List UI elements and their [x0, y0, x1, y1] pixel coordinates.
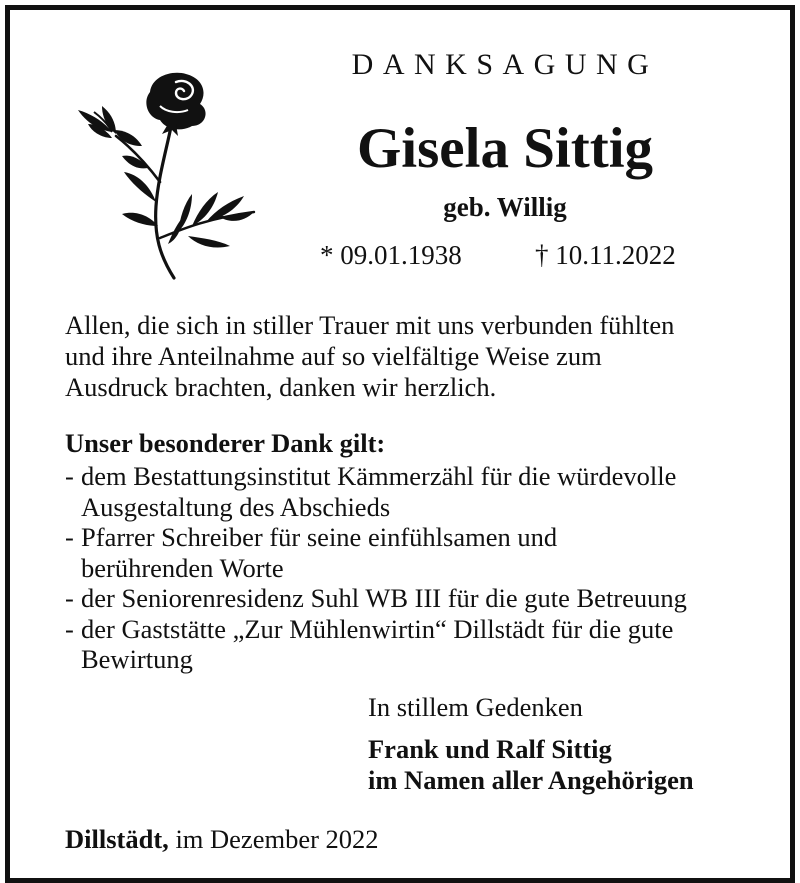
signatory-line: im Namen aller Angehörigen: [368, 765, 694, 795]
thanks-item: [65, 522, 765, 583]
place-date: [65, 824, 379, 855]
signatories: [368, 734, 694, 796]
birth-date: * 09.01.1938: [320, 240, 462, 270]
intro-line: und ihre Anteilnahme auf so vielfältige Weise zum: [65, 341, 602, 371]
thanks-item-line: Bewirtung: [81, 644, 193, 674]
death-date: † 10.11.2022: [535, 240, 676, 270]
signatory-line: Frank und Ralf Sittig: [368, 734, 612, 764]
notice-date: im Dezember 2022: [175, 824, 379, 854]
thanks-heading: Unser besonderer Dank gilt:: [65, 428, 386, 458]
thanks-item-line: Ausgestaltung des Abschieds: [81, 491, 391, 522]
notice-frame: [5, 5, 795, 883]
intro-line: Ausdruck brachten, danken wir herzlich.: [65, 372, 497, 402]
intro-text: [65, 310, 765, 403]
place-name: Dillstädt,: [65, 824, 169, 854]
intro-line: Allen, die sich in stiller Trauer mit uns verbunden fühlten: [65, 310, 675, 340]
thanks-list: [65, 461, 765, 675]
thanks-item-line: - dem Bestattungsinstitut Kämmerzähl für die würdevolle: [81, 461, 677, 491]
thanks-item: [65, 461, 765, 522]
deceased-name: Gisela Sittig: [356, 117, 654, 180]
thanks-item: [65, 583, 765, 614]
notice-heading: DANKSAGUNG: [351, 48, 659, 81]
maiden-name: geb. Willig: [443, 192, 567, 222]
thanks-item-line: - Pfarrer Schreiber für seine einfühlsamen und: [81, 522, 558, 552]
thanks-item-line: berührenden Worte: [81, 552, 284, 583]
thanks-item: [65, 614, 765, 675]
rose-icon: [68, 66, 264, 282]
thanks-item-line: - der Seniorenresidenz Suhl WB III für die gute Betreuung: [81, 583, 687, 613]
thanks-item-line: - der Gaststätte „Zur Mühlenwirtin“ Dillstädt für die gute: [81, 613, 674, 644]
remembrance-line: In stillem Gedenken: [368, 692, 583, 722]
